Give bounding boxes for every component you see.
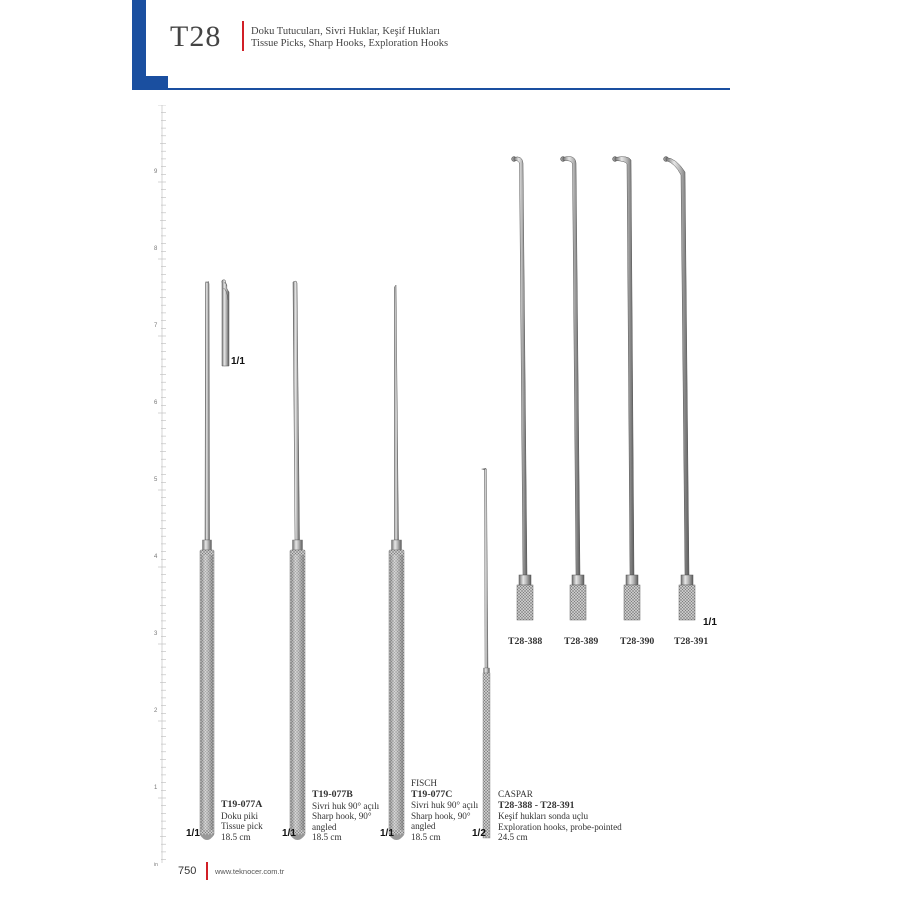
scale-mark-caspar: 1/2 [472,828,486,839]
ruler-label-8: 8 [154,246,158,252]
product-name-en: Exploration hooks, probe-pointed [498,821,622,832]
instrument-t19-077c [389,285,404,840]
scale-mark-detail-a: 1/1 [231,356,245,367]
scale-mark-t19-077b: 1/1 [282,828,296,839]
section-title-en: Tissue Picks, Sharp Hooks, Exploration Hooks [251,38,449,49]
code-label-t28-390: T28-390 [620,636,655,647]
ruler-label-9: 9 [154,169,158,175]
section-code: T28 [170,20,222,53]
footer-separator [206,862,208,880]
code-label-t28-388: T28-388 [508,636,543,647]
ruler-label-7: 7 [154,323,158,329]
product-code: T28-388 - T28-391 [498,799,575,811]
code-label-t28-391: T28-391 [674,636,709,647]
product-name-en-cont: angled [411,821,436,831]
product-code: T19-077C [411,788,453,800]
product-name-tr: Keşif hukları sonda uçlu [498,811,589,821]
product-length: 24.5 cm [498,832,528,842]
section-title-tr: Doku Tutucuları, Sivri Huklar, Keşif Hukları [251,26,440,37]
product-prefix: CASPAR [498,789,533,799]
ruler-label-5: 5 [154,477,158,483]
website-link[interactable]: www.teknocer.com.tr [215,867,285,876]
product-code: T19-077B [312,789,353,800]
scale-mark-tip-detail: 1/1 [703,617,717,628]
instrument-t19-077a [200,281,214,840]
product-name-en-cont: angled [312,821,337,832]
ruler-label-6: 6 [154,400,158,406]
tip-detail-t28-391 [664,157,695,620]
product-length: 18.5 cm [312,832,342,842]
product-length: 18.5 cm [411,831,441,842]
scale-mark-t19-077c: 1/1 [380,828,394,839]
product-prefix: FISCH [411,778,438,788]
page-number: 750 [178,865,197,877]
product-name-tr: Sivri huk 90° açılı [411,800,479,810]
tip-detail-t28-388 [512,157,533,620]
caption-t19-077b [312,789,379,843]
caption-t19-077a [221,799,263,842]
instrument-caspar-full [481,468,490,838]
product-code: T19-077A [221,799,263,810]
caption-t19-077c [411,778,478,842]
ruler-label-4: 4 [154,554,158,560]
scale-mark-t19-077a: 1/1 [186,828,200,839]
caption-caspar [498,789,622,843]
ruler-label-2: 2 [154,708,158,714]
instrument-t19-077b [290,281,305,840]
product-name-en: Tissue pick [221,821,263,831]
ruler-label-3: 3 [154,631,158,637]
tip-detail-t28-389 [561,157,586,620]
product-name-en: Sharp hook, 90° [411,810,471,821]
product-name-tr: Sivri huk 90° açılı [312,800,380,811]
ruler-label-1: 1 [154,785,158,791]
product-name-tr: Doku piki [221,810,259,821]
product-name-en: Sharp hook, 90° [312,811,372,821]
ruler-unit: in [154,862,158,868]
product-length: 18.5 cm [221,831,251,842]
code-label-t28-389: T28-389 [564,636,599,647]
tip-detail-t28-390 [613,157,640,620]
tip-detail-t19-077a [222,280,229,366]
